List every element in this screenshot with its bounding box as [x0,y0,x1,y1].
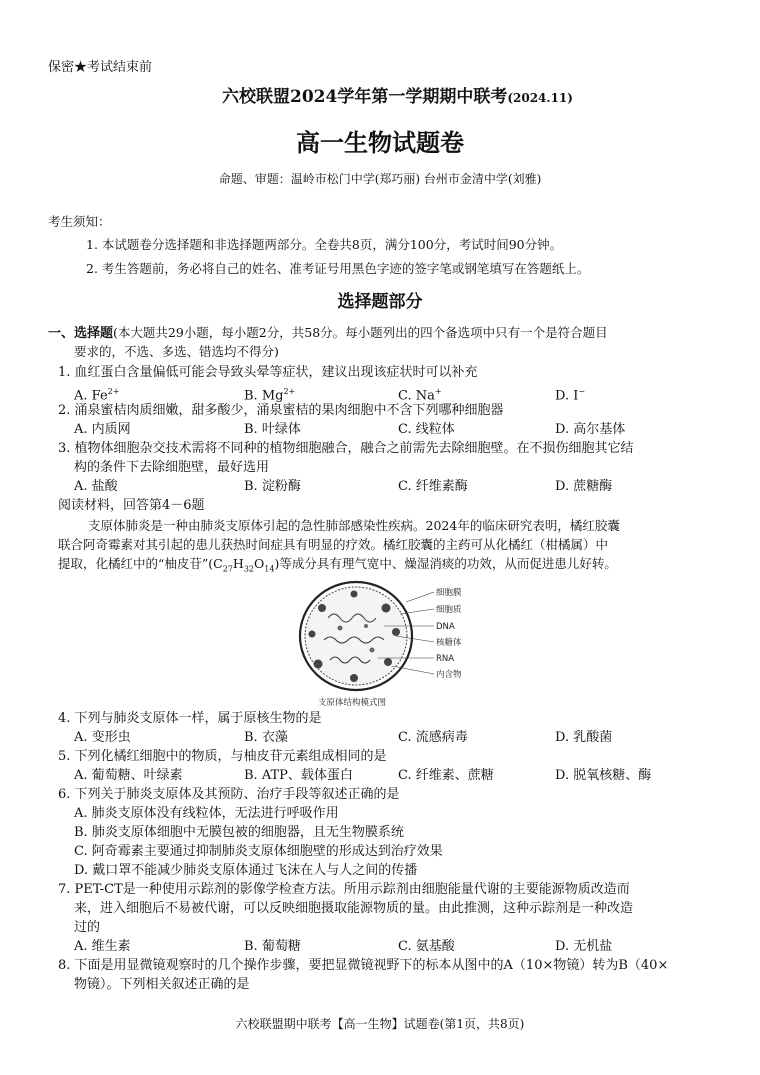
ribosome-dot [350,674,358,682]
q5-option-a: A. 葡萄糖、叶绿素 [74,768,183,783]
q5-stem: 5. 下列化橘红细胞中的物质，与柚皮苷元素组成相同的是 [58,749,387,764]
ribosome-dot [318,604,326,612]
figure-label-cell-membrane: 细胞膜 [436,588,462,598]
q7-option-d: D. 无机盐 [555,939,613,954]
ribosome-dot [309,631,316,638]
q5-option-c: C. 纤维素、蔗糖 [398,768,494,783]
q4-option-d: D. 乳酸菌 [555,730,613,745]
q1-option-d: D. I− [555,387,586,404]
cell-membrane-inner [305,587,407,685]
q5-option-b: B. ATP、载体蛋白 [244,768,353,783]
q1-option-b: B. $Mg^{2+}$ [244,387,296,404]
mycoplasma-structure-figure [288,578,478,710]
section-title: 选择题部分 [337,292,423,312]
section-intro-bold: 一、选择题 [48,326,114,341]
ribosome-dot [384,658,392,666]
inclusion-dot [370,648,375,653]
ribosome-dot [351,591,358,598]
exam-title-main: 六校联盟2024学年第一学期期中联考 [222,87,508,107]
reading-para-line1: 支原体肺炎是一种由肺炎支原体引起的急性肺部感染性疾病。2024年的临床研究表明，橘红胶囊 [88,518,620,533]
q8-stem-line2: 物镜）。下列相关叙述正确的是 [74,977,250,992]
q2-option-d: D. 高尔基体 [555,422,626,437]
inclusion-dot [364,624,368,628]
notice-item-2: 2. 考生答题前，务必将自己的姓名、准考证号用黑色字迹的签字笔或钢笔填写在答题纸上。 [86,261,590,276]
q6-stem: 6. 下列关于肺炎支原体及其预防、治疗手段等叙述正确的是 [58,787,400,802]
q3-option-d: D. 蔗糖酶 [555,479,613,494]
q7-stem-line3: 过的 [74,920,101,935]
figure-label-inclusion: 内含物 [436,670,462,680]
page-footer: 六校联盟期中联考【高一生物】试题卷(第1页，共8页) [235,1017,525,1031]
exam-title [222,86,573,109]
ribosome-dot [392,628,400,636]
q6-option-b: B. 肺炎支原体细胞中无膜包被的细胞器，且无生物膜系统 [74,825,404,840]
figure-label-cytoplasm: 细胞质 [436,605,462,615]
q2-stem: 2. 涌泉蜜桔肉质细嫩，甜多酸少，涌泉蜜桔的果肉细胞中不含下列哪种细胞器 [58,403,504,418]
section-intro-line2: 要求的，不选、多选、错选均不得分) [74,344,279,359]
figure-label-dna: DNA [436,622,455,632]
q7-option-a: A. 维生素 [74,939,131,954]
q1-stem: 1. 血红蛋白含量偏低可能会导致头晕等症状，建议出现该症状时可以补充 [58,365,478,380]
authors-line: 命题、审题：温岭市松门中学(郑巧丽) 台州市金清中学(刘雅) [218,172,542,186]
q1-option-c: C. Na+ [398,387,442,404]
q6-option-a: A. 肺炎支原体没有线粒体，无法进行呼吸作用 [74,806,339,821]
q7-option-c: C. 氨基酸 [398,939,455,954]
q2-option-c: C. 线粒体 [398,422,455,437]
figure-label-ribosome: 核糖体 [436,638,462,648]
q3-option-b: B. 淀粉酶 [244,479,301,494]
cell-diagram [300,582,412,690]
reading-para-line2: 联合阿奇霉素对其引起的患儿获热时间症具有明显的疗效。橘红胶囊的主药可从化橘红（柑橘属）中 [58,537,609,552]
leader-line [406,592,434,602]
q3-stem-line1: 3. 植物体细胞杂交技术需将不同种的植物细胞融合，融合之前需先去除细胞壁。在不损伤细胞其它结 [58,441,634,456]
q6-option-c: C. 阿奇霉素主要通过抑制肺炎支原体细胞壁的形成达到治疗效果 [74,844,443,859]
q7-stem-line2: 来，进入细胞后不易被代谢，可以反映细胞摄取能源物质的量。由此推测，这种示踪剂是一种改造 [74,901,634,916]
notice-item-1: 1. 本试题卷分选择题和非选择题两部分。全卷共8页，满分100分，考试时间90分钟。 [86,237,563,252]
section-intro-text: (本大题共29小题，每小题2分，共58分。每小题列出的四个备选项中只有一个是符合题目 [113,325,608,340]
figure-label-rna: RNA [436,654,455,664]
q2-option-a: A. 内质网 [74,422,131,437]
notice-heading: 考生须知： [48,214,111,229]
q4-option-b: B. 衣藻 [244,730,288,745]
q3-option-c: C. 纤维素酶 [398,479,468,494]
q8-stem-line1: 8. 下面是用显微镜观察时的几个操作步骤，要把显微镜视野下的标本从图中的A（10×物镜）转为B（40× [58,958,669,973]
exam-title-date: (2024.11) [507,91,573,105]
q2-option-b: B. 叶绿体 [244,422,301,437]
q4-option-a: A. 变形虫 [74,730,131,745]
reading-heading: 阅读材料，回答第4－6题 [58,498,205,513]
q4-option-c: C. 流感病毒 [398,730,468,745]
ribosome-dot [314,660,323,669]
ribosome-dot [382,604,391,613]
q6-option-d: D. 戴口罩不能减少肺炎支原体通过飞沫在人与人之间的传播 [74,863,418,878]
q7-stem-line1: 7. PET-CT是一种使用示踪剂的影像学检查方法。所用示踪剂由细胞能量代谢的主要能源物质改造而 [58,882,630,897]
inclusion-dot [338,626,343,631]
subject-title: 高一生物试题卷 [296,128,464,157]
q3-option-a: A. 盐酸 [74,479,118,494]
section-intro [48,325,608,342]
q3-stem-line2: 构的条件下去除细胞壁，最好选用 [74,460,270,475]
q4-stem: 4. 下列与肺炎支原体一样，属于原核生物的是 [58,711,322,726]
reading-para-line3: 提取，化橘红中的“柚皮苷$”(C_{27}H_{32}O_{14})$等成分具有理气宽中、燥湿消痰的功效，从而促进患儿好转。 [58,556,617,574]
q1-option-a: A. $Fe^{2+}$ [74,387,120,404]
q5-option-d: D. 脱氧核糖、酶 [555,768,652,783]
q7-option-b: B. 葡萄糖 [244,939,301,954]
figure-caption: 支原体结构模式图 [318,698,387,708]
confidential-mark: 保密★考试结束前 [48,60,153,75]
